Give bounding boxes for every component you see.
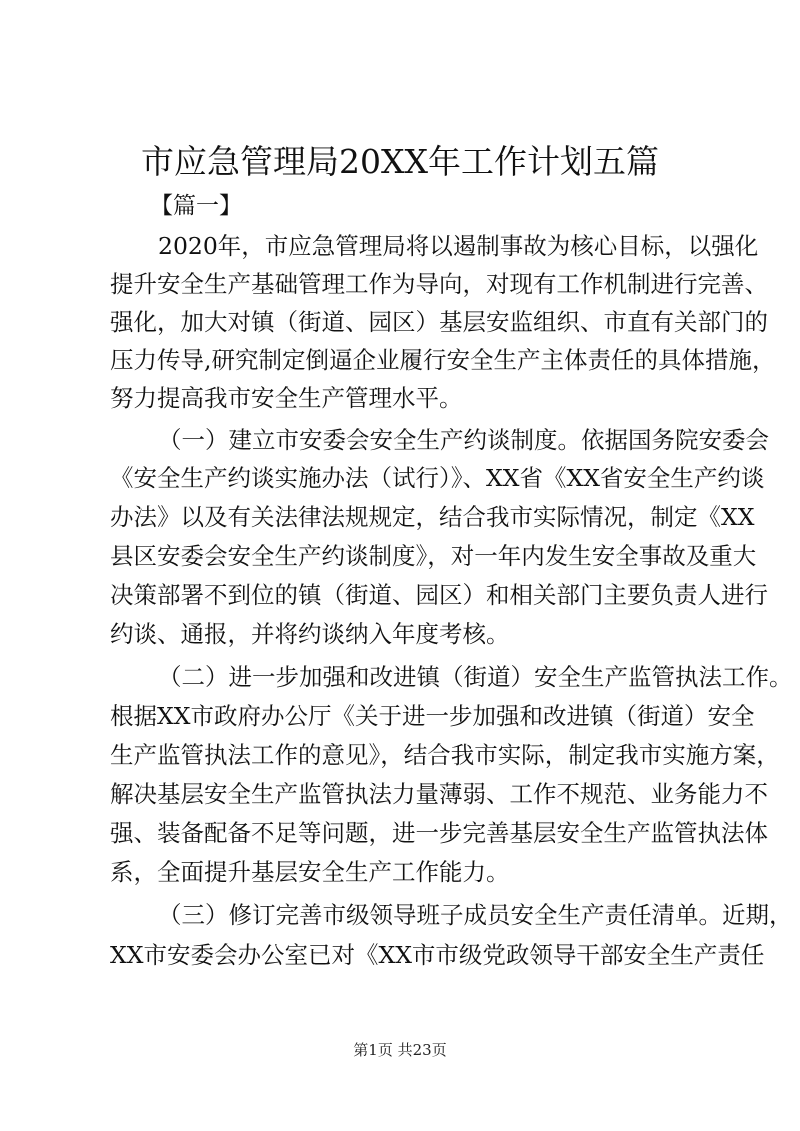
paragraph-line: 《安全生产约谈实施办法（试行）》、XX省《XX省安全生产约谈 [110, 464, 765, 492]
section-label: 【篇一】 [150, 193, 242, 219]
paragraph-line: 办法》以及有关法律法规规定，结合我市实际情况，制定《XX [110, 503, 755, 531]
paragraph-line: 根据XX市政府办公厅《关于进一步加强和改进镇（街道）安全 [110, 702, 755, 730]
page-number-footer: 第1页 共23页 [353, 1041, 447, 1059]
paragraph-line: 决策部署不到位的镇（街道、园区）和相关部门主要负责人进行 [110, 581, 768, 609]
paragraph-line: 2020年，市应急管理局将以遏制事故为核心目标，以强化 [158, 232, 759, 260]
paragraph-line: （二）进一步加强和改进镇（街道）安全生产监管执法工作。 [158, 663, 793, 691]
document-title: 市应急管理局20XX年工作计划五篇 [141, 142, 659, 181]
paragraph-line: （一）建立市安委会安全生产约谈制度。依据国务院安委会 [158, 426, 769, 454]
paragraph-line: 强、装备配备不足等问题，进一步完善基层安全生产监管执法体 [110, 819, 768, 847]
paragraph-line: XX市安委会办公室已对《XX市市级党政领导干部安全生产责任 [110, 941, 765, 969]
paragraph-line: 系，全面提升基层安全生产工作能力。 [110, 858, 510, 886]
paragraph-line: 提升安全生产基础管理工作为导向，对现有工作机制进行完善、 [110, 270, 768, 298]
paragraph-line: 压力传导,研究制定倒逼企业履行安全生产主体责任的具体措施， [110, 346, 776, 374]
paragraph-line: 努力提高我市安全生产管理水平。 [110, 384, 463, 412]
paragraph-line: 强化，加大对镇（街道、园区）基层安监组织、市直有关部门的 [110, 308, 768, 336]
paragraph-line: 解决基层安全生产监管执法力量薄弱、工作不规范、业务能力不 [110, 780, 768, 808]
paragraph-line: 县区安委会安全生产约谈制度》，对一年内发生安全事故及重大 [110, 542, 757, 570]
paragraph-line: 生产监管执法工作的意见》，结合我市实际，制定我市实施方案， [110, 741, 780, 769]
paragraph-line: 约谈、通报，并将约谈纳入年度考核。 [110, 620, 510, 648]
paragraph-line: （三）修订完善市级领导班子成员安全生产责任清单。近期， [158, 901, 793, 929]
